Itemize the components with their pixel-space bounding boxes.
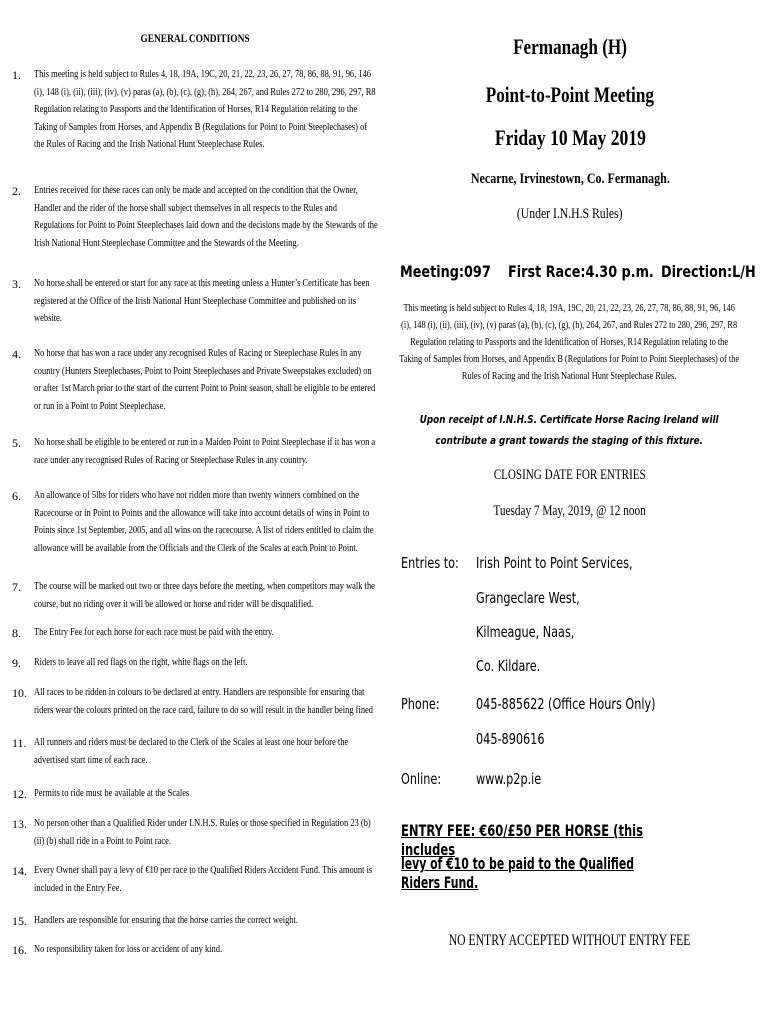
address-line: Kilmeague, Naas, [476, 623, 575, 641]
condition-number: 3. [12, 277, 21, 291]
meeting-number: Meeting:097 [400, 262, 491, 281]
condition-text: Riders to leave all red flags on the right, white flags on the left. [34, 657, 248, 668]
condition-text: No person other than a Qualified Rider under I.N.H.S. Rules or those specified in Regulation 23 (b) (ii) (b) shall ride in a Point to Point race. [34, 818, 371, 847]
condition-number: 8. [12, 626, 21, 640]
condition-text: No horse shall be eligible to be entered or run in a Maiden Point to Point Steeplechase if it has won a race under any recognised Rules of Racing or Steeplechase Rules in any country. [34, 437, 376, 466]
condition-text: No responsibility taken for loss or accident of any kind. [34, 944, 223, 955]
condition-text: The course will be marked out two or three days before the meeting, when competitors may walk the course, but no riding over it will be allowed or horse and rider will be disqualified. [34, 581, 375, 610]
rules-note: (Under I.N.H.S Rules) [517, 206, 623, 222]
first-race-time: First Race:4.30 p.m. [508, 262, 654, 281]
entry-fee-line: ENTRY FEE: €60/£50 PER HORSE (this includes [401, 821, 643, 859]
entry-fee-line: levy of €10 to be paid to the Qualified Riders Fund. [401, 854, 635, 892]
meeting-date: Friday 10 May 2019 [494, 125, 646, 150]
closing-date: Tuesday 7 May, 2019, @ 12 noon [493, 503, 647, 519]
condition-text: This meeting is held subject to Rules 4, 18, 19A, 19C, 20, 21, 22, 23, 26, 27, 78, 86, 88, 91, 96, 146 (i), 148 (i), (ii), (iii), (iv), (v) paras (a), (b), (c), (g), (h), 264, 267, and Rules 272 to 280, 296, 297, R8 Regulation relating to Passports and the Identification of Horses, R14 Regulation relating to the Taking of Samples from Horses, and Appendix B (Regulations for Point to Point Steeplechases) of the Rules of Racing and the Irish National Hunt Steeplechase Rules. [34, 69, 376, 150]
condition-number: 11. [12, 736, 27, 750]
condition-number: 15. [12, 914, 27, 928]
phone-number: 045-890616 [476, 730, 545, 748]
condition-text: The Entry Fee for each horse for each race must be paid with the entry. [34, 627, 274, 638]
entries-label: Entries to: [401, 554, 459, 572]
condition-number: 12. [12, 787, 27, 801]
course-direction: Direction:L/H [661, 262, 756, 281]
address-line: Grangeclare West, [476, 589, 580, 607]
online-label: Online: [401, 770, 442, 788]
website-link[interactable]: www.p2p.ie [476, 770, 542, 788]
condition-text: No horse shall be entered or start for any race at this meeting unless a Hunter’s Certificate has been registered at the Office of the Irish National Hunt Steeplechase Committee and published on its website. [34, 278, 370, 324]
condition-number: 9. [12, 656, 21, 670]
condition-number: 7. [12, 580, 21, 594]
condition-text: All races to be ridden in colours to be declared at entry. Handlers are responsible for ensuring that riders wear the colours printed on the race card, failure to do so will result in the handler being fined [34, 687, 374, 716]
condition-text: All runners and riders must be declared to the Clerk of the Scales at least one hour before the advertised start time of each race. [34, 737, 349, 766]
condition-number: 4. [12, 347, 21, 361]
condition-text: Entries received for these races can only be made and accepted on the condition that the Owner, Handler and the rider of the horse shall subject themselves in all respects to the Rules and Regulations for Point to Point Steeplechases laid down and the decisions made by the Stewards of the Irish National Hunt Steeplechase Committee and the Stewards of the Meeting. [34, 185, 378, 249]
condition-number: 1. [12, 68, 21, 82]
club-name: Fermanagh (H) [513, 34, 627, 59]
rules-subject-paragraph: This meeting is held subject to Rules 4, 18, 19A, 19C, 20, 21, 22, 23, 26, 27, 78, 86, 88, 91, 96, 146 (i), 148 (i), (ii), (iii), (iv), (v) paras (a), (b), (c), (g), (h), 264, 267, and Rules 272 to 280, 296, 297, R8 Regulation relating to Passports and the Identification of Horses, R14 Regulation relating to the Taking of Samples from Horses, and Appendix B (Regulations for Point to Point Steeplechases) of the Rules of Racing and the Irish National Hunt Steeplechase Rules. [399, 303, 740, 382]
closing-title: CLOSING DATE FOR ENTRIES [493, 467, 647, 483]
condition-number: 6. [12, 489, 21, 503]
condition-text: Every Owner shall pay a levy of €10 per race to the Qualified Riders Accident Fund. This amount is included in the Entry Fee. [34, 865, 373, 894]
phone-number: 045-885622 (Office Hours Only) [476, 695, 656, 713]
address-line: Co. Kildare. [476, 657, 541, 675]
meeting-type: Point-to-Point Meeting [485, 82, 655, 107]
condition-number: 2. [12, 184, 21, 198]
condition-text: Permits to ride must be available at the Scales [34, 788, 190, 799]
condition-number: 14. [12, 864, 27, 878]
phone-label: Phone: [401, 695, 440, 713]
condition-number: 5. [12, 436, 21, 450]
condition-text: No horse that has won a race under any recognised Rules of Racing or Steeplechase Rules in any country (Hunters Steeplechases, Point to Point Steeplechases and Private Sweepstakes excluded) on or after 1st March prior to the start of the current Point to Point season, shall be eligible to be entered or run in a Point to Point Steeplechase. [34, 348, 376, 412]
address-line: Irish Point to Point Services, [476, 554, 633, 572]
venue: Necarne, Irvinestown, Co. Fermanagh. [470, 171, 670, 187]
general-conditions-title: GENERAL CONDITIONS [140, 33, 250, 45]
no-entry-notice: NO ENTRY ACCEPTED WITHOUT ENTRY FEE [449, 932, 691, 949]
condition-text: An allowance of 5lbs for riders who have not ridden more than twenty winners combined on the Racecourse or in Point to Points and the allowance will take into account details of wins in Point to Points since 1st September, 2005, and all wins on the racecourse. A list of riders entitled to claim the allowance will be available from the Officials and the Clerk of the Scales at each Point to Point. [34, 490, 374, 554]
condition-number: 16. [12, 943, 27, 957]
condition-text: Handlers are responsible for ensuring that the horse carries the correct weight. [34, 915, 299, 926]
condition-number: 10. [12, 686, 27, 700]
condition-number: 13. [12, 817, 27, 831]
grant-note: Upon receipt of I.N.H.S. Certificate Horse Racing Ireland will contribute a grant towards the staging of this fixture. [419, 414, 719, 447]
